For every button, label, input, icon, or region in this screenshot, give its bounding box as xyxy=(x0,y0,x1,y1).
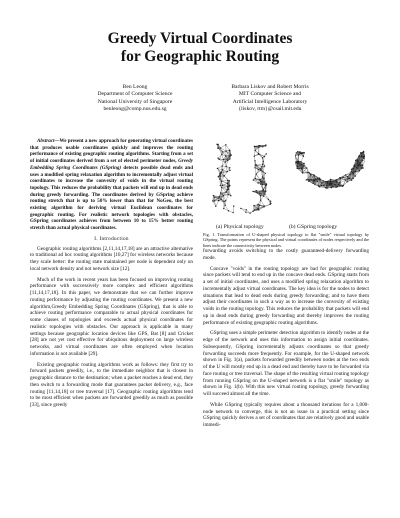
author-institution: National University of Singapore xyxy=(97,98,173,105)
author-department: MIT Computer Science and xyxy=(238,91,302,98)
intro-paragraph-3: Existing geographic routing algorithms work as follows: they first try to forward packets greedily, i.e., to the immediate neighbor that is closest in geographic distance to the destination; when a packet reaches a dead end, they then switch to a forwarding mode that guarantees packet delivery, e.g., face routing [11,14,18] or tree traversal [17]. Geographic routing algorithms tend to be most efficient when packets are forwarded greedily as much as possible [33], since greedy xyxy=(30,361,193,409)
left-column xyxy=(30,138,193,409)
physical-topology-figure xyxy=(207,138,277,222)
author-block-left xyxy=(80,84,190,114)
right-paragraph-2: Concave "voids" in the routing topology are bad for geographic routing since packets will tend to end up in the concave dead ends. GSpring starts from a set of initial coordinates, and uses a modified spring relaxation algorithm to incrementally adjust virtual coordinates. The key idea is for the nodes to detect situations that lead to dead ends during greedy forwarding; and to have them adjust their coordinates in such a way as to increase the convexity of existing voids in the routing topology. This reduces the probability that packets will end up in dead ends during greedy forwarding and thereby improves the routing performance of existing geographic routing algorithms. xyxy=(203,265,369,326)
right-paragraph-3: GSpring uses a simple perimeter detection algorithm to identify nodes at the edge of the network and uses this information to assign initial coordinates. Subsequently, GSpring incrementally adjusts coordinates so that greedy forwarding succeeds more frequently. For example, for the U-shaped network shown in Fig. 1(a), packets forwarded greedily between nodes at the two ends of the U will mostly end up in a dead end and thereby have to be forwarded via face routing or tree traversal. The shape of the resulting virtual routing topology from running GSpring on the U-shaped network is a flat "smile" topology as shown in Fig. 1(b). With this new virtual routing topology, greedy forwarding will succeed almost all the time. xyxy=(203,330,369,397)
right-paragraph-1: forwarding avoids switching to the costly guaranteed-delivery forwarding mode. xyxy=(203,248,369,261)
abstract-text-1: We present a new approach for generating virtual coordinates that produces usable coordinates quickly and improves the routing performance of existing geographic routing algorithms. Starting from a set of initial coordinates derived from a set of elected perimeter nodes, xyxy=(30,138,193,165)
abstract-lead: Abstract xyxy=(37,138,55,144)
right-paragraph-4: While GSpring typically requires about a thousand iterations for a 1,000-node network to converge, this is not an issue in a practical setting since GSpring quickly derives a set of coordinates that are relatively good and usable immedi- xyxy=(203,401,369,428)
author-block-right xyxy=(200,84,340,114)
section-heading: I. Introduction xyxy=(94,235,129,242)
intro-paragraph-2: Much of the work in recent years has been focused on improving routing performance with successively more complex and efficient algorithms [11,14,17,18]. In this paper, we demonstrate that we can further improve routing performance by adjusting the routing coordinates. We present a new algorithm,Greedy Embedding Spring Coordinates (GSpring), that is able to achieve routing performance comparable to actual physical coordinates for some classes of topologies and exceeds actual physical coordinates for realistic topologies with obstacles. Our approach is applicable in many settings because geographic location devices like GPS, Bat [8] and Cricket [28] are not yet cost effective for ubiquitous deployment on large wireless networks, and virtual coordinates are often employed when location information is not available [29]. xyxy=(30,276,193,357)
subcaption-a: (a) Physical topology xyxy=(216,224,264,230)
abstract: Abstract—We present a new approach for generating virtual coordinates that produces usable coordinates quickly and improves the routing performance of existing geographic routing algorithms. Starting from a set of initial coordinates derived from a set of elected perimeter nodes, Greedy Embedding Spring Coordinates (GSpring) detects possible dead ends and uses a modified spring relaxation algorithm to incrementally adjust virtual coordinates to increase the convexity of voids in the virtual routing topology. This reduces the probability that packets will end up in dead ends during greedy forwarding. The coordinates derived by GSpring achieve routing stretch that is up to 50% lower than that for NoGeo, the best existing algorithm for deriving virtual Euclidean coordinates for geographic routing. For realistic network topologies with obstacles, GSpring coordinates achieves from between 10 to 15% better routing stretch than actual physical coordinates. xyxy=(30,138,194,232)
gspring-topology-figure xyxy=(295,138,365,222)
title-line-2: for Geographic Routing xyxy=(120,48,280,65)
figure-1 xyxy=(203,138,369,246)
subcaption-b: (b) GSpring topology xyxy=(289,224,338,230)
author-name: Barbara Liskov and Robert Morris xyxy=(231,84,309,90)
author-institution: Artificial Intelligence Laboratory xyxy=(232,98,308,105)
title-line-1: Greedy Virtual Coordinates xyxy=(107,30,293,47)
figure-caption: Fig. 1. Transformation of U-shaped physical topology to flat "smile" virtual topology by GSpring. The points represent the physical and virtual coordinates of nodes respectively and the lines indicate the connectivity between nodes. xyxy=(203,232,369,248)
author-email: {liskov, rtm}@csail.mit.edu xyxy=(238,106,302,113)
right-column xyxy=(203,248,369,429)
paper-title xyxy=(0,30,400,66)
abstract-text-2: detects possible dead ends and uses a modified spring relaxation algorithm to incrementally adjust virtual coordinates to increase the convexity of voids in the virtual routing topology. This reduces the probability that packets will end up in dead ends during greedy forwarding. The coordinates derived by GSpring achieve routing stretch that is up to 50% lower than that for NoGeo, the best existing algorithm for deriving virtual Euclidean coordinates for geographic routing. For realistic network topologies with obstacles, GSpring coordinates achieves from between 10 to 15% better routing stretch than actual physical coordinates. xyxy=(30,164,194,232)
author-name: Ben Leong xyxy=(122,84,148,90)
author-department: Department of Computer Science xyxy=(97,91,173,98)
intro-paragraph-1: Geographic routing algorithms [2,11,14,17,18] are an attractive alternative to traditional ad hoc routing algorithms [10,27] for wireless networks because they scale better: the routing state maintained per node is dependent only on local network density and not network size [12]. xyxy=(30,245,193,272)
abstract-emphasis: Greedy Embedding Spring Coordinates (GSpring) xyxy=(30,158,193,171)
author-email: benleong@comp.nus.edu.sg xyxy=(103,106,167,113)
